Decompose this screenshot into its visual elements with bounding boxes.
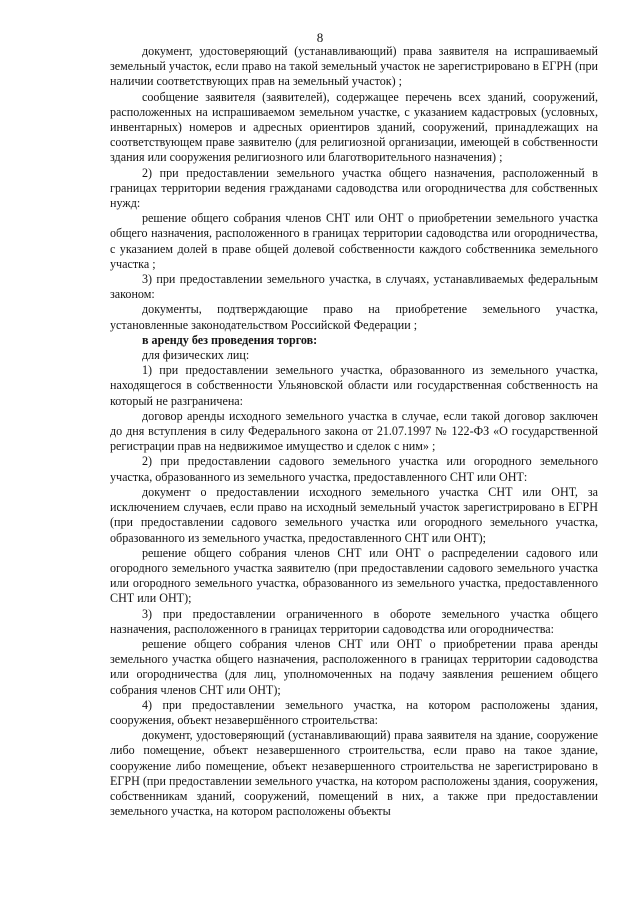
paragraph: 2) при предоставлении земельного участка общего назначения, расположенный в границах территории ведения гражданами садоводства или огородничества для собственных нужд: xyxy=(110,165,598,211)
paragraph: для физических лиц: xyxy=(142,348,250,363)
paragraph: документ о предоставлении исходного земельного участка СНТ или ОНТ, за исключением случаев, если право на исходный земельный участок зарегистрировано в ЕГРН (при предоставлении садового земельного участка или огородного земельного участка, образованного из земельного участка, предоставленного СНТ или ОНТ); xyxy=(110,484,598,545)
paragraph: договор аренды исходного земельного участка в случае, если такой договор заключен до дня вступления в силу Федерального закона от 21.07.1997 № 122-ФЗ «О государственной регистрации прав на недвижимое имущество и сделок с ним» ; xyxy=(110,408,598,454)
page-number: 8 xyxy=(316,30,324,45)
paragraph: документ, удостоверяющий (устанавливающий) права заявителя на здание, сооружение либо помещение, объект незавершенного строительства, если право на такое здание, сооружение либо помещение, объект незавершенного строительства не зарегистрировано в ЕГРН (при предоставлении земельного участка, на котором расположены здания, сооружения, собственникам зданий, сооружений, помещений в них, а также при предоставлении земельного участка, на котором расположены объекты xyxy=(110,728,598,819)
paragraph: документы, подтверждающие право на приобретение земельного участка, установленные законодательством Российской Федерации ; xyxy=(110,302,598,332)
paragraph: 1) при предоставлении земельного участка, образованного из земельного участка, находящегося в собственности Ульяновской области или государственная собственность на который не разграничена: xyxy=(110,363,598,408)
paragraph: сообщение заявителя (заявителей), содержащее перечень всех зданий, сооружений, расположенных на испрашиваемом земельном участке, с указанием кадастровых (условных, инвентарных) номеров и адресных ориентиров зданий, сооружений, принадлежащих на соответствующем праве заявителю (для религиозной организации, имеющей в собственности здания или сооружения религиозного или благотворительного назначения) ; xyxy=(110,89,598,165)
paragraph: 3) при предоставлении ограниченного в обороте земельного участка общего назначения, расположенного в границах территории садоводства или огородничества: xyxy=(110,606,598,636)
section-heading: в аренду без проведения торгов: xyxy=(142,332,318,347)
paragraph: решение общего собрания членов СНТ или ОНТ о распределении садового или огородного земельного участка заявителю (при предоставлении садового земельного участка или огородного земельного участка, образованного из земельного участка, предоставленного СНТ или ОНТ); xyxy=(110,545,598,606)
paragraph: решение общего собрания членов СНТ или ОНТ о приобретении права аренды земельного участка общего назначения, расположенного в границах территории садоводства или огородничества (для лиц, уполномоченных на подачу заявления решением общего собрания членов СНТ или ОНТ); xyxy=(110,636,598,697)
paragraph: 4) при предоставлении земельного участка, на котором расположены здания, сооружения, объект незавершённого строительства: xyxy=(110,697,598,727)
paragraph: решение общего собрания членов СНТ или ОНТ о приобретении земельного участка общего назначения, расположенного в границах территории садоводства или огородничества, с указанием долей в праве общей долевой собственности каждого собственника земельного участка ; xyxy=(110,211,598,271)
paragraph: 3) при предоставлении земельного участка, в случаях, устанавливаемых федеральным законом: xyxy=(110,272,598,302)
document-body xyxy=(110,44,598,819)
paragraph: документ, удостоверяющий (устанавливающий) права заявителя на испрашиваемый земельный участок, если право на такой земельный участок не зарегистрировано в ЕГРН (при наличии соответствующих прав на земельный участок) ; xyxy=(110,44,598,89)
paragraph: 2) при предоставлении садового земельного участка или огородного земельного участка, образованного из земельного участка, предоставленного СНТ или ОНТ: xyxy=(110,454,598,484)
